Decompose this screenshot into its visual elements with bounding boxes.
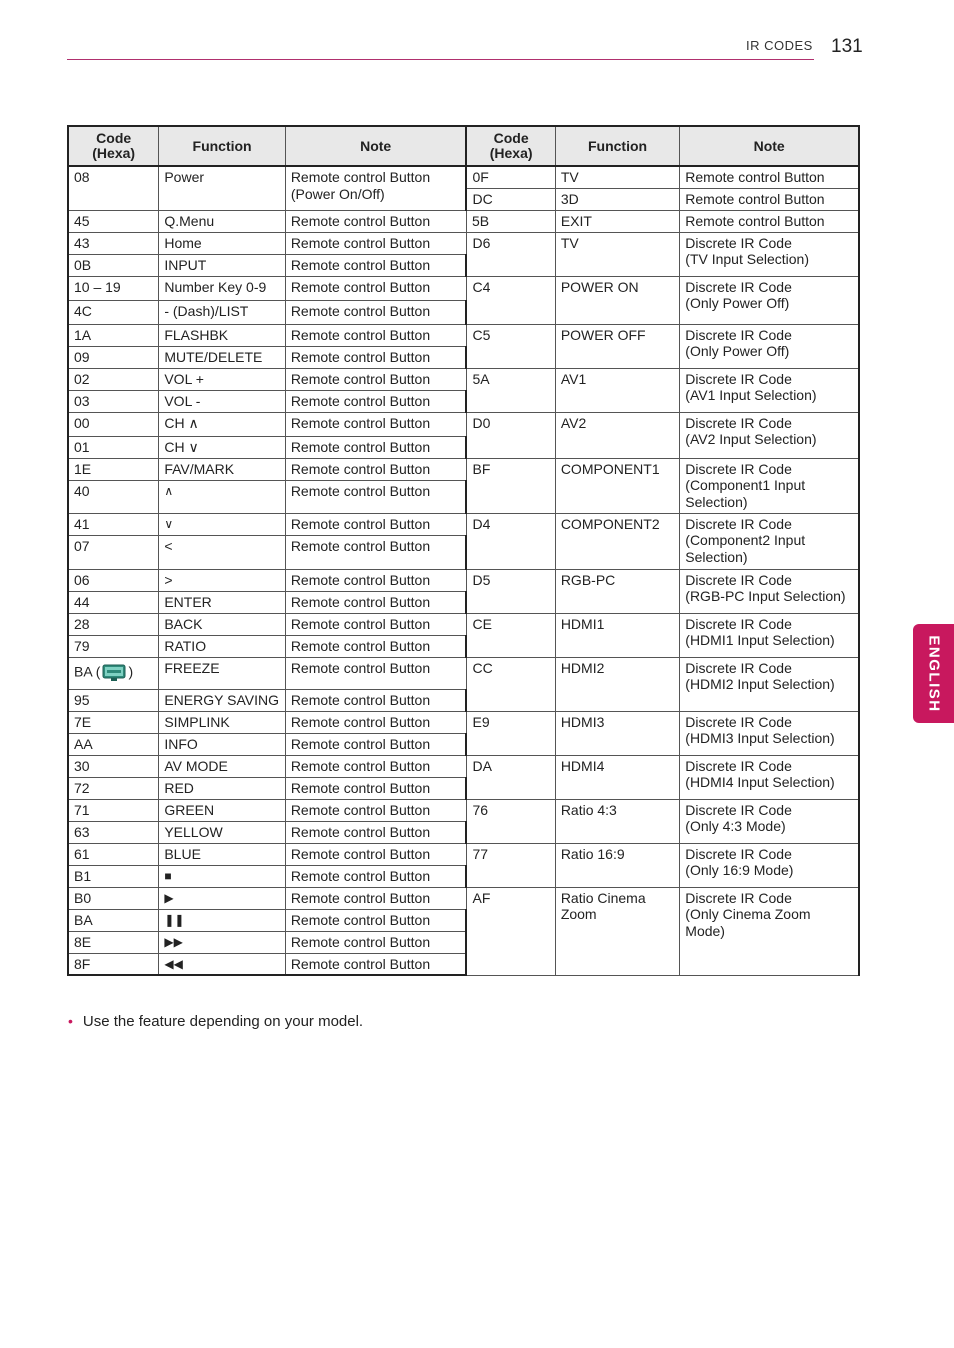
code-cell: D4 bbox=[466, 513, 555, 569]
note-cell: Remote control Button bbox=[680, 210, 859, 232]
code-cell: 7E bbox=[68, 711, 159, 733]
note-cell: Remote control Button bbox=[285, 733, 466, 755]
function-cell: GREEN bbox=[159, 799, 285, 821]
function-cell: Ratio Cinema Zoom bbox=[555, 887, 679, 975]
function-cell: HDMI3 bbox=[555, 711, 679, 755]
note-cell: Discrete IR Code (TV Input Selection) bbox=[680, 232, 859, 276]
note-cell: Remote control Button bbox=[285, 843, 466, 865]
function-cell: INPUT bbox=[159, 254, 285, 276]
code-cell: 5A bbox=[466, 368, 555, 412]
code-cell: 8F bbox=[68, 953, 159, 975]
function-cell: CH ∨ bbox=[159, 436, 285, 458]
header-function-right: Function bbox=[555, 126, 679, 166]
function-cell: 3D bbox=[555, 188, 679, 210]
note-cell: Remote control Button bbox=[285, 436, 466, 458]
table-row bbox=[68, 412, 859, 436]
code-cell: D5 bbox=[466, 569, 555, 613]
note-cell: Remote control Button bbox=[285, 777, 466, 799]
function-cell: POWER OFF bbox=[555, 324, 679, 368]
table-row bbox=[68, 569, 859, 591]
function-cell: AV1 bbox=[555, 368, 679, 412]
function-cell: ENERGY SAVING bbox=[159, 689, 285, 711]
section-title: IR CODES bbox=[746, 38, 813, 53]
code-cell: 03 bbox=[68, 390, 159, 412]
function-cell: - (Dash)/LIST bbox=[159, 300, 285, 324]
code-cell: 1E bbox=[68, 458, 159, 480]
function-cell: Ratio 4:3 bbox=[555, 799, 679, 843]
table-row bbox=[68, 368, 859, 390]
code-text: BA ( bbox=[74, 663, 101, 680]
function-cell: RATIO bbox=[159, 635, 285, 657]
note-cell: Remote control Button bbox=[285, 254, 466, 276]
note-cell: Remote control Button bbox=[285, 689, 466, 711]
note-cell: Remote control Button bbox=[285, 390, 466, 412]
note-cell: Remote control Button bbox=[285, 569, 466, 591]
code-cell: 79 bbox=[68, 635, 159, 657]
function-cell: CH ∧ bbox=[159, 412, 285, 436]
function-cell: Power bbox=[159, 166, 285, 210]
code-cell: 63 bbox=[68, 821, 159, 843]
note-cell: Remote control Button bbox=[285, 276, 466, 300]
function-cell: POWER ON bbox=[555, 276, 679, 324]
table-row bbox=[68, 166, 859, 188]
code-cell: 30 bbox=[68, 755, 159, 777]
function-cell: AV2 bbox=[555, 412, 679, 458]
code-cell: 40 bbox=[68, 480, 159, 513]
function-cell: FREEZE bbox=[159, 657, 285, 689]
function-cell: TV bbox=[555, 232, 679, 276]
note-cell: Remote control Button bbox=[285, 613, 466, 635]
code-cell: 4C bbox=[68, 300, 159, 324]
note-cell: Remote control Button bbox=[285, 346, 466, 368]
code-cell: BF bbox=[466, 458, 555, 513]
note-cell: Discrete IR Code (HDMI3 Input Selection) bbox=[680, 711, 859, 755]
code-cell: C5 bbox=[466, 324, 555, 368]
table-row bbox=[68, 324, 859, 346]
code-cell: C4 bbox=[466, 276, 555, 324]
footnote-text: Use the feature depending on your model. bbox=[82, 1013, 364, 1030]
language-tab bbox=[913, 624, 954, 723]
note-cell: Remote control Button bbox=[285, 821, 466, 843]
note-cell: Discrete IR Code (AV1 Input Selection) bbox=[680, 368, 859, 412]
fast-forward-icon: ▶▶ bbox=[159, 931, 285, 953]
code-cell: 0F bbox=[466, 166, 555, 188]
code-cell: DC bbox=[466, 188, 555, 210]
function-cell: AV MODE bbox=[159, 755, 285, 777]
code-cell: 28 bbox=[68, 613, 159, 635]
table-row bbox=[68, 232, 859, 254]
function-cell: ∨ bbox=[159, 513, 285, 535]
function-cell: SIMPLINK bbox=[159, 711, 285, 733]
note-cell: Remote control Button bbox=[285, 953, 466, 975]
table-row bbox=[68, 843, 859, 865]
header-code-right: Code (Hexa) bbox=[466, 126, 555, 166]
code-cell: BA bbox=[68, 909, 159, 931]
function-cell: RED bbox=[159, 777, 285, 799]
note-cell: Remote control Button bbox=[680, 166, 859, 188]
bullet-icon: • bbox=[68, 1013, 73, 1029]
code-cell: 10 – 19 bbox=[68, 276, 159, 300]
table-header-row bbox=[68, 126, 859, 166]
rewind-icon: ◀◀ bbox=[159, 953, 285, 975]
code-cell: 61 bbox=[68, 843, 159, 865]
code-cell: 44 bbox=[68, 591, 159, 613]
note-cell: Discrete IR Code (RGB-PC Input Selection) bbox=[680, 569, 859, 613]
language-tab-label: ENGLISH bbox=[925, 634, 942, 713]
function-cell: Q.Menu bbox=[159, 210, 285, 232]
code-cell: DA bbox=[466, 755, 555, 799]
code-cell: 41 bbox=[68, 513, 159, 535]
function-cell: VOL + bbox=[159, 368, 285, 390]
function-cell: COMPONENT1 bbox=[555, 458, 679, 513]
table-row bbox=[68, 458, 859, 480]
table-row bbox=[68, 210, 859, 232]
code-cell: 76 bbox=[466, 799, 555, 843]
note-cell: Remote control Button (Power On/Off) bbox=[285, 166, 466, 210]
code-cell: 77 bbox=[466, 843, 555, 887]
code-cell: 72 bbox=[68, 777, 159, 799]
note-cell: Remote control Button bbox=[285, 909, 466, 931]
table-row bbox=[68, 755, 859, 777]
code-cell: 01 bbox=[68, 436, 159, 458]
note-cell: Remote control Button bbox=[285, 657, 466, 689]
header-note-right: Note bbox=[680, 126, 859, 166]
note-cell: Discrete IR Code (Component1 Input Selection) bbox=[680, 458, 859, 513]
function-cell: < bbox=[159, 535, 285, 569]
code-cell: 95 bbox=[68, 689, 159, 711]
table-row bbox=[68, 276, 859, 300]
function-cell: HDMI2 bbox=[555, 657, 679, 711]
note-cell: Discrete IR Code (HDMI2 Input Selection) bbox=[680, 657, 859, 711]
function-cell: TV bbox=[555, 166, 679, 188]
function-cell: > bbox=[159, 569, 285, 591]
function-cell: HDMI1 bbox=[555, 613, 679, 657]
table-row bbox=[68, 711, 859, 733]
header-divider bbox=[67, 59, 814, 60]
note-cell: Remote control Button bbox=[285, 799, 466, 821]
code-cell: 71 bbox=[68, 799, 159, 821]
function-cell: ENTER bbox=[159, 591, 285, 613]
function-cell: Home bbox=[159, 232, 285, 254]
note-cell: Remote control Button bbox=[285, 480, 466, 513]
function-cell: VOL - bbox=[159, 390, 285, 412]
code-cell: B1 bbox=[68, 865, 159, 887]
table-row bbox=[68, 887, 859, 909]
note-cell: Discrete IR Code (Only Cinema Zoom Mode) bbox=[680, 887, 859, 975]
function-cell: MUTE/DELETE bbox=[159, 346, 285, 368]
play-icon: ▶ bbox=[159, 887, 285, 909]
function-cell: INFO bbox=[159, 733, 285, 755]
note-cell: Remote control Button bbox=[285, 513, 466, 535]
code-cell: 0B bbox=[68, 254, 159, 276]
note-cell: Remote control Button bbox=[285, 324, 466, 346]
note-cell: Discrete IR Code (HDMI1 Input Selection) bbox=[680, 613, 859, 657]
function-cell: FAV/MARK bbox=[159, 458, 285, 480]
table-row bbox=[68, 613, 859, 635]
function-cell: FLASHBK bbox=[159, 324, 285, 346]
function-cell: EXIT bbox=[555, 210, 679, 232]
note-cell: Remote control Button bbox=[285, 591, 466, 613]
header-note-left: Note bbox=[285, 126, 466, 166]
note-cell: Remote control Button bbox=[285, 535, 466, 569]
code-cell: 08 bbox=[68, 166, 159, 210]
note-cell: Remote control Button bbox=[285, 300, 466, 324]
code-cell: D0 bbox=[466, 412, 555, 458]
code-cell: B0 bbox=[68, 887, 159, 909]
code-cell: 45 bbox=[68, 210, 159, 232]
code-cell: CC bbox=[466, 657, 555, 711]
note-cell: Discrete IR Code (Only 4:3 Mode) bbox=[680, 799, 859, 843]
code-cell: 8E bbox=[68, 931, 159, 953]
note-cell: Discrete IR Code (Only Power Off) bbox=[680, 276, 859, 324]
code-cell: 02 bbox=[68, 368, 159, 390]
note-cell: Remote control Button bbox=[285, 232, 466, 254]
function-cell: ∧ bbox=[159, 480, 285, 513]
code-cell: 07 bbox=[68, 535, 159, 569]
code-cell: AA bbox=[68, 733, 159, 755]
function-cell: HDMI4 bbox=[555, 755, 679, 799]
code-cell: 00 bbox=[68, 412, 159, 436]
code-cell bbox=[68, 657, 159, 689]
note-cell: Discrete IR Code (HDMI4 Input Selection) bbox=[680, 755, 859, 799]
code-cell: 09 bbox=[68, 346, 159, 368]
code-cell: 5B bbox=[466, 210, 555, 232]
note-cell: Remote control Button bbox=[285, 412, 466, 436]
note-cell: Remote control Button bbox=[285, 887, 466, 909]
stop-icon: ■ bbox=[159, 865, 285, 887]
note-cell: Discrete IR Code (Only 16:9 Mode) bbox=[680, 843, 859, 887]
code-text-suffix: ) bbox=[128, 663, 134, 680]
table-row bbox=[68, 657, 859, 689]
code-cell: E9 bbox=[466, 711, 555, 755]
code-cell: 06 bbox=[68, 569, 159, 591]
note-cell: Remote control Button bbox=[285, 711, 466, 733]
function-cell: YELLOW bbox=[159, 821, 285, 843]
header-function-left: Function bbox=[159, 126, 285, 166]
pause-icon: ❚❚ bbox=[159, 909, 285, 931]
code-cell: 43 bbox=[68, 232, 159, 254]
table-row bbox=[68, 799, 859, 821]
footnote bbox=[68, 1013, 363, 1030]
note-cell: Remote control Button bbox=[285, 755, 466, 777]
function-cell: COMPONENT2 bbox=[555, 513, 679, 569]
note-cell: Remote control Button bbox=[285, 865, 466, 887]
table-row bbox=[68, 513, 859, 535]
code-cell: 1A bbox=[68, 324, 159, 346]
note-cell: Discrete IR Code (AV2 Input Selection) bbox=[680, 412, 859, 458]
function-cell: RGB-PC bbox=[555, 569, 679, 613]
note-cell: Discrete IR Code (Component2 Input Selection) bbox=[680, 513, 859, 569]
header-code-left: Code (Hexa) bbox=[68, 126, 159, 166]
function-cell: Ratio 16:9 bbox=[555, 843, 679, 887]
function-cell: BACK bbox=[159, 613, 285, 635]
note-cell: Remote control Button bbox=[285, 635, 466, 657]
code-cell: AF bbox=[466, 887, 555, 975]
freeze-key-icon bbox=[101, 663, 127, 683]
note-cell: Remote control Button bbox=[285, 931, 466, 953]
code-cell: D6 bbox=[466, 232, 555, 276]
page-number: 131 bbox=[831, 36, 863, 57]
note-cell: Remote control Button bbox=[285, 458, 466, 480]
function-cell: BLUE bbox=[159, 843, 285, 865]
function-cell: Number Key 0-9 bbox=[159, 276, 285, 300]
note-cell: Remote control Button bbox=[285, 368, 466, 390]
note-cell: Remote control Button bbox=[680, 188, 859, 210]
code-cell: CE bbox=[466, 613, 555, 657]
note-cell: Discrete IR Code (Only Power Off) bbox=[680, 324, 859, 368]
note-cell: Remote control Button bbox=[285, 210, 466, 232]
ir-codes-table bbox=[67, 125, 860, 976]
